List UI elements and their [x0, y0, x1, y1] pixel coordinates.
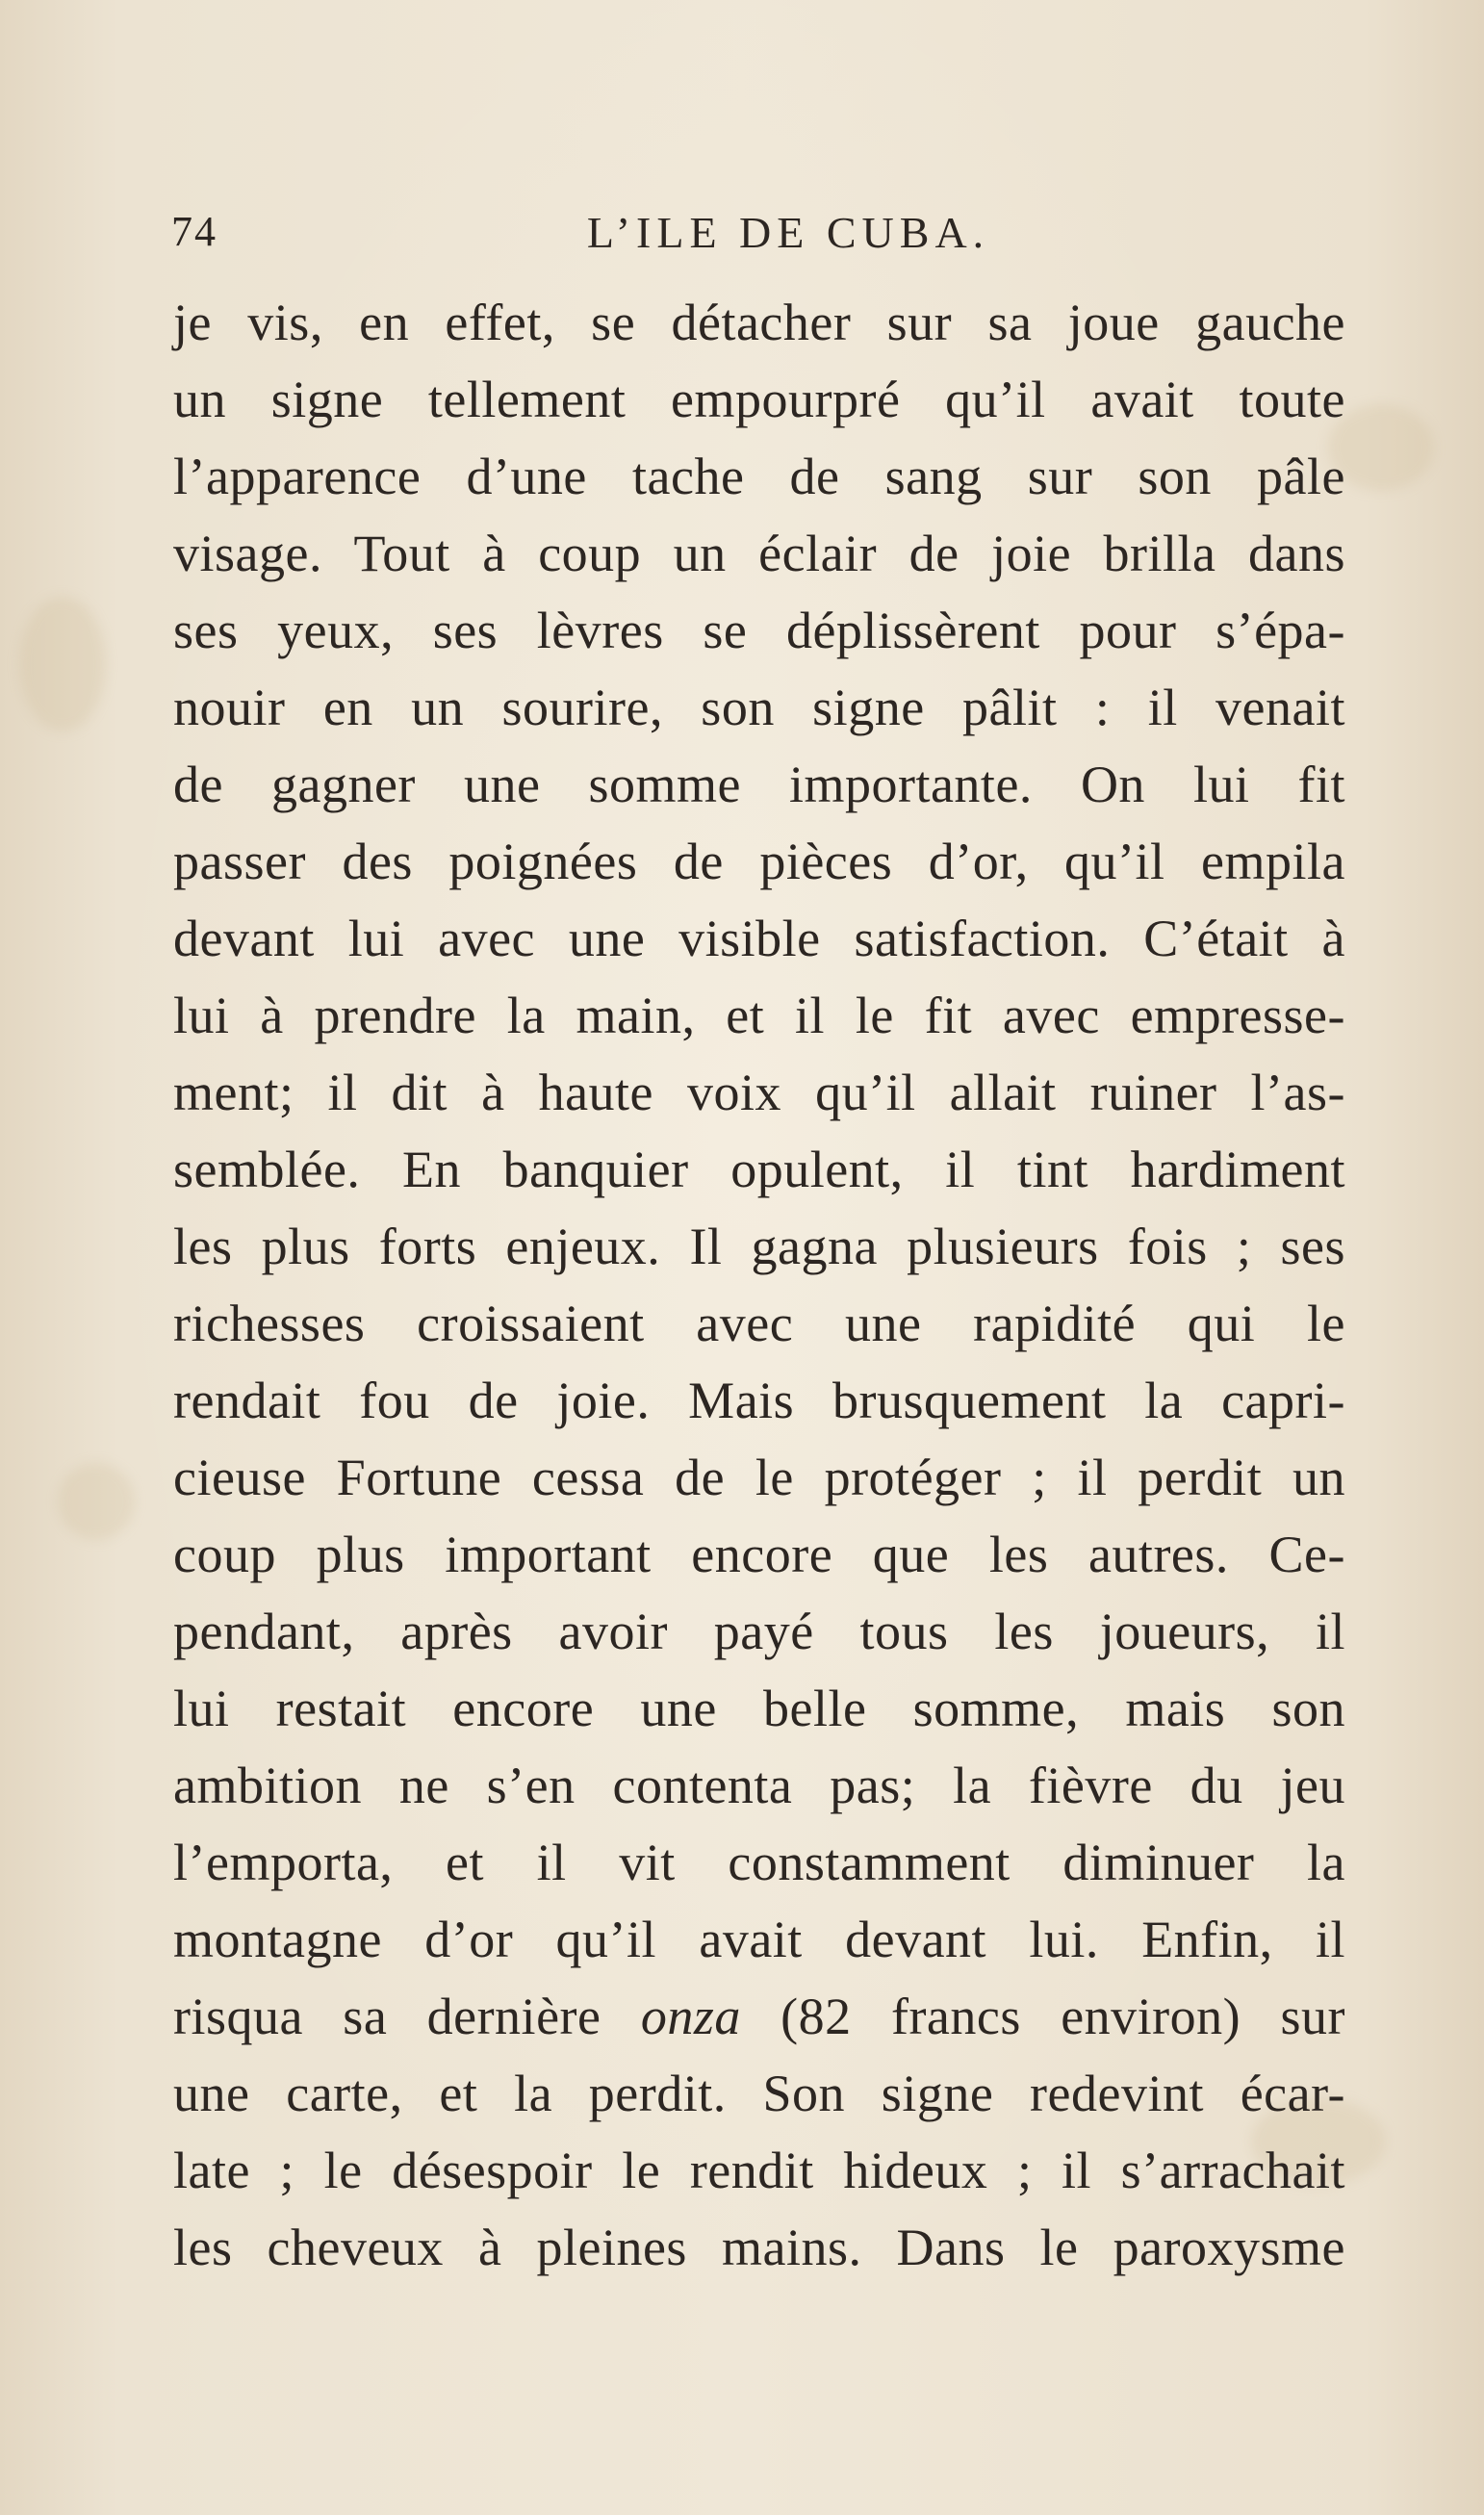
text-line: richesses croissaient avec une rapidité qui le [173, 1295, 1345, 1352]
text-line: semblée. En banquier opulent, il tint hardiment [173, 1141, 1345, 1198]
text-line: une carte, et la perdit. Son signe redevint écar- [173, 2065, 1345, 2122]
text-line: late ; le désespoir le rendit hideux ; il s’arrachait [173, 2142, 1345, 2199]
text-line: montagne d’or qu’il avait devant lui. Enfin, il [173, 1911, 1345, 1968]
text-line: l’apparence d’une tache de sang sur son pâle [173, 448, 1345, 505]
text-line: ambition ne s’en contenta pas; la fièvre du jeu [173, 1757, 1345, 1814]
text-line: nouir en un sourire, son signe pâlit : il venait [173, 679, 1345, 736]
text-line: je vis, en effet, se détacher sur sa joue gauche [173, 294, 1345, 351]
body-text [173, 284, 1345, 2286]
text-line: lui restait encore une belle somme, mais son [173, 1680, 1345, 1737]
text-line: les plus forts enjeux. Il gagna plusieurs fois ; ses [173, 1218, 1345, 1275]
text-line: devant lui avec une visible satisfaction. C’était à [173, 910, 1345, 967]
text-line: pendant, après avoir payé tous les joueurs, il [173, 1603, 1345, 1660]
paper-stain [19, 597, 106, 731]
text-line: passer des poignées de pièces d’or, qu’il empila [173, 833, 1345, 890]
text-line: ses yeux, ses lèvres se déplissèrent pour s’épa- [173, 602, 1345, 659]
italic-word: onza [640, 1988, 741, 2045]
text-line: de gagner une somme importante. On lui fit [173, 756, 1345, 813]
running-head [171, 207, 1347, 274]
text-line: lui à prendre la main, et il le fit avec empresse- [173, 987, 1345, 1044]
text-line: coup plus important encore que les autres. Ce- [173, 1526, 1345, 1583]
text-span: (82 francs environ) sur [740, 1988, 1345, 2045]
text-line: les cheveux à pleines mains. Dans le paroxysme [173, 2219, 1345, 2276]
text-line: l’emporta, et il vit constamment diminuer la [173, 1834, 1345, 1891]
text-line: visage. Tout à coup un éclair de joie brilla dans [173, 525, 1345, 582]
text-line: rendait fou de joie. Mais brusquement la capri- [173, 1372, 1345, 1429]
text-line: ment; il dit à haute voix qu’il allait ruiner l’as- [173, 1064, 1345, 1121]
text-line: un signe tellement empourpré qu’il avait toute [173, 371, 1345, 428]
text-span: risqua sa dernière [173, 1988, 641, 2045]
running-title: L’ILE DE CUBA. [586, 208, 990, 257]
page-number: 74 [171, 208, 217, 255]
text-line: cieuse Fortune cessa de le protéger ; il perdit un [173, 1449, 1345, 1506]
text-line-with-italic [173, 1978, 1345, 2055]
paper-stain [58, 1463, 135, 1540]
